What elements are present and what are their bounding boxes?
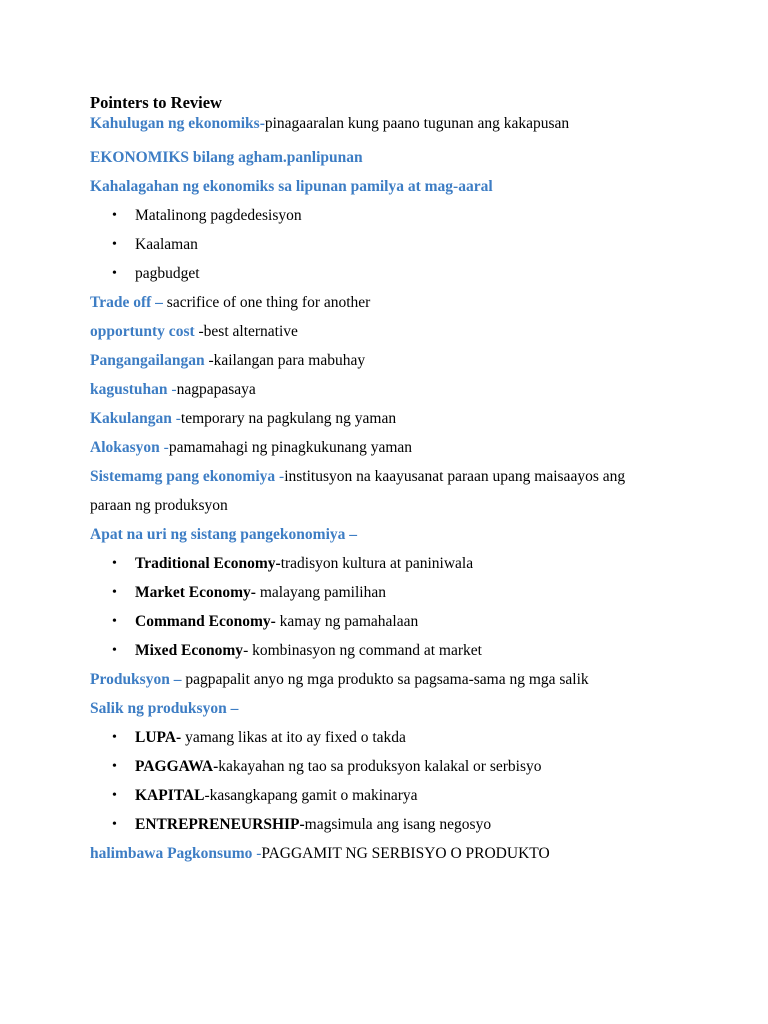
kahalagahan-line [90,172,730,201]
ekonomiks-bilang-line [90,143,730,172]
bullet-icon: • [112,643,117,658]
item-text: malayang pamilihan [255,584,386,601]
term: Produksyon [90,671,170,688]
definition: sacrifice of one thing for another [166,294,371,311]
definition-continued: paraan ng produksyon [90,497,228,514]
list-item [90,230,730,259]
item-text: -kasangkapang gamit o makinarya [204,787,418,804]
dash: - [171,410,181,427]
dash: – [169,671,186,688]
dash: - [252,845,262,862]
definition: -best alternative [194,323,298,340]
sistema-line [90,462,730,520]
list-item [90,636,730,665]
item-text: Kaalaman [135,236,198,253]
item-bold: KAPITAL [135,787,205,804]
bullet-icon: • [112,788,117,803]
halimbawa-line [90,839,730,868]
list-item [90,752,730,781]
item-text: kakayahan ng tao sa produksyon kalakal or serbisyo [218,758,542,775]
term: opportunty cost [90,323,195,340]
kahulugan-line [90,114,730,134]
bullet-icon: • [112,556,117,571]
definition: nagpapasaya [176,381,256,398]
page-title: Pointers to Review [90,93,222,112]
item-bold: LUPA- [135,729,182,746]
definition: institusyon na kaayusanat paraan upang maisaayos ang [284,468,626,485]
term: Apat na uri ng sistang pangekonomiya – [90,526,358,543]
term: Pangangailangan [90,352,205,369]
list-item [90,549,730,578]
definition: -kailangan para mabuhay [204,352,366,369]
term: Salik ng produksyon – [90,700,239,717]
list-item [90,810,730,839]
bullet-icon: • [112,730,117,745]
term: Alokasyon [90,439,160,456]
item-text: Matalinong pagdedesisyon [135,207,302,224]
apat-line [90,520,730,549]
kahalagahan-list [90,201,730,288]
bullet-icon: • [112,266,117,281]
item-text: tradisyon kultura at paniniwala [280,555,474,572]
item-text: yamang likas at ito ay fixed o takda [181,729,406,746]
alokasyon-line [90,433,730,462]
dash: – [151,294,167,311]
item-bold: Market Economy- [135,584,256,601]
document-body [90,92,730,868]
term: Sistemamg pang ekonomiya [90,468,276,485]
bullet-icon: • [112,237,117,252]
list-item [90,723,730,752]
bullet-icon: • [112,817,117,832]
definition: pinagaaralan kung paano tugunan ang kakapusan [264,115,570,132]
tradeoff-line [90,288,730,317]
term: Kahalagahan ng ekonomiks sa lipunan pamilya at mag-aaral [90,178,493,195]
kakulangan-line [90,404,730,433]
dash: - [275,468,285,485]
term: Trade off [90,294,152,311]
term: halimbawa Pagkonsumo [90,845,253,862]
kagustuhan-line [90,375,730,404]
list-item [90,259,730,288]
list-item [90,578,730,607]
opportunity-line [90,317,730,346]
salik-line [90,694,730,723]
list-item [90,781,730,810]
item-text: kamay ng pamahalaan [275,613,419,630]
definition: PAGGAMIT NG SERBISYO O PRODUKTO [261,845,550,862]
item-text: - kombinasyon ng command at market [243,642,482,659]
dash: - [159,439,169,456]
dash: - [167,381,177,398]
item-text: pagbudget [135,265,200,282]
item-bold: Command Economy- [135,613,276,630]
list-item [90,607,730,636]
produksyon-line [90,665,730,694]
term: Kakulangan [90,410,172,427]
term: Kahulugan ng ekonomiks- [90,115,265,132]
item-text: magsimula ang isang negosyo [304,816,492,833]
definition: temporary na pagkulang ng yaman [180,410,397,427]
pangangailangan-line [90,346,730,375]
item-bold: ENTREPRENEURSHIP- [135,816,305,833]
bullet-icon: • [112,208,117,223]
bullet-icon: • [112,585,117,600]
list-item [90,201,730,230]
bullet-icon: • [112,759,117,774]
salik-list [90,723,730,839]
item-bold: Mixed Economy [135,642,244,659]
item-bold: Traditional Economy- [135,555,281,572]
item-bold: PAGGAWA- [135,758,219,775]
term: kagustuhan [90,381,168,398]
bullet-icon: • [112,614,117,629]
definition: pagpapalit anyo ng mga produkto sa pagsama-sama ng mga salik [185,671,589,688]
term: EKONOMIKS bilang agham.panlipunan [90,149,363,166]
definition: pamamahagi ng pinagkukunang yaman [168,439,413,456]
apat-list [90,549,730,665]
